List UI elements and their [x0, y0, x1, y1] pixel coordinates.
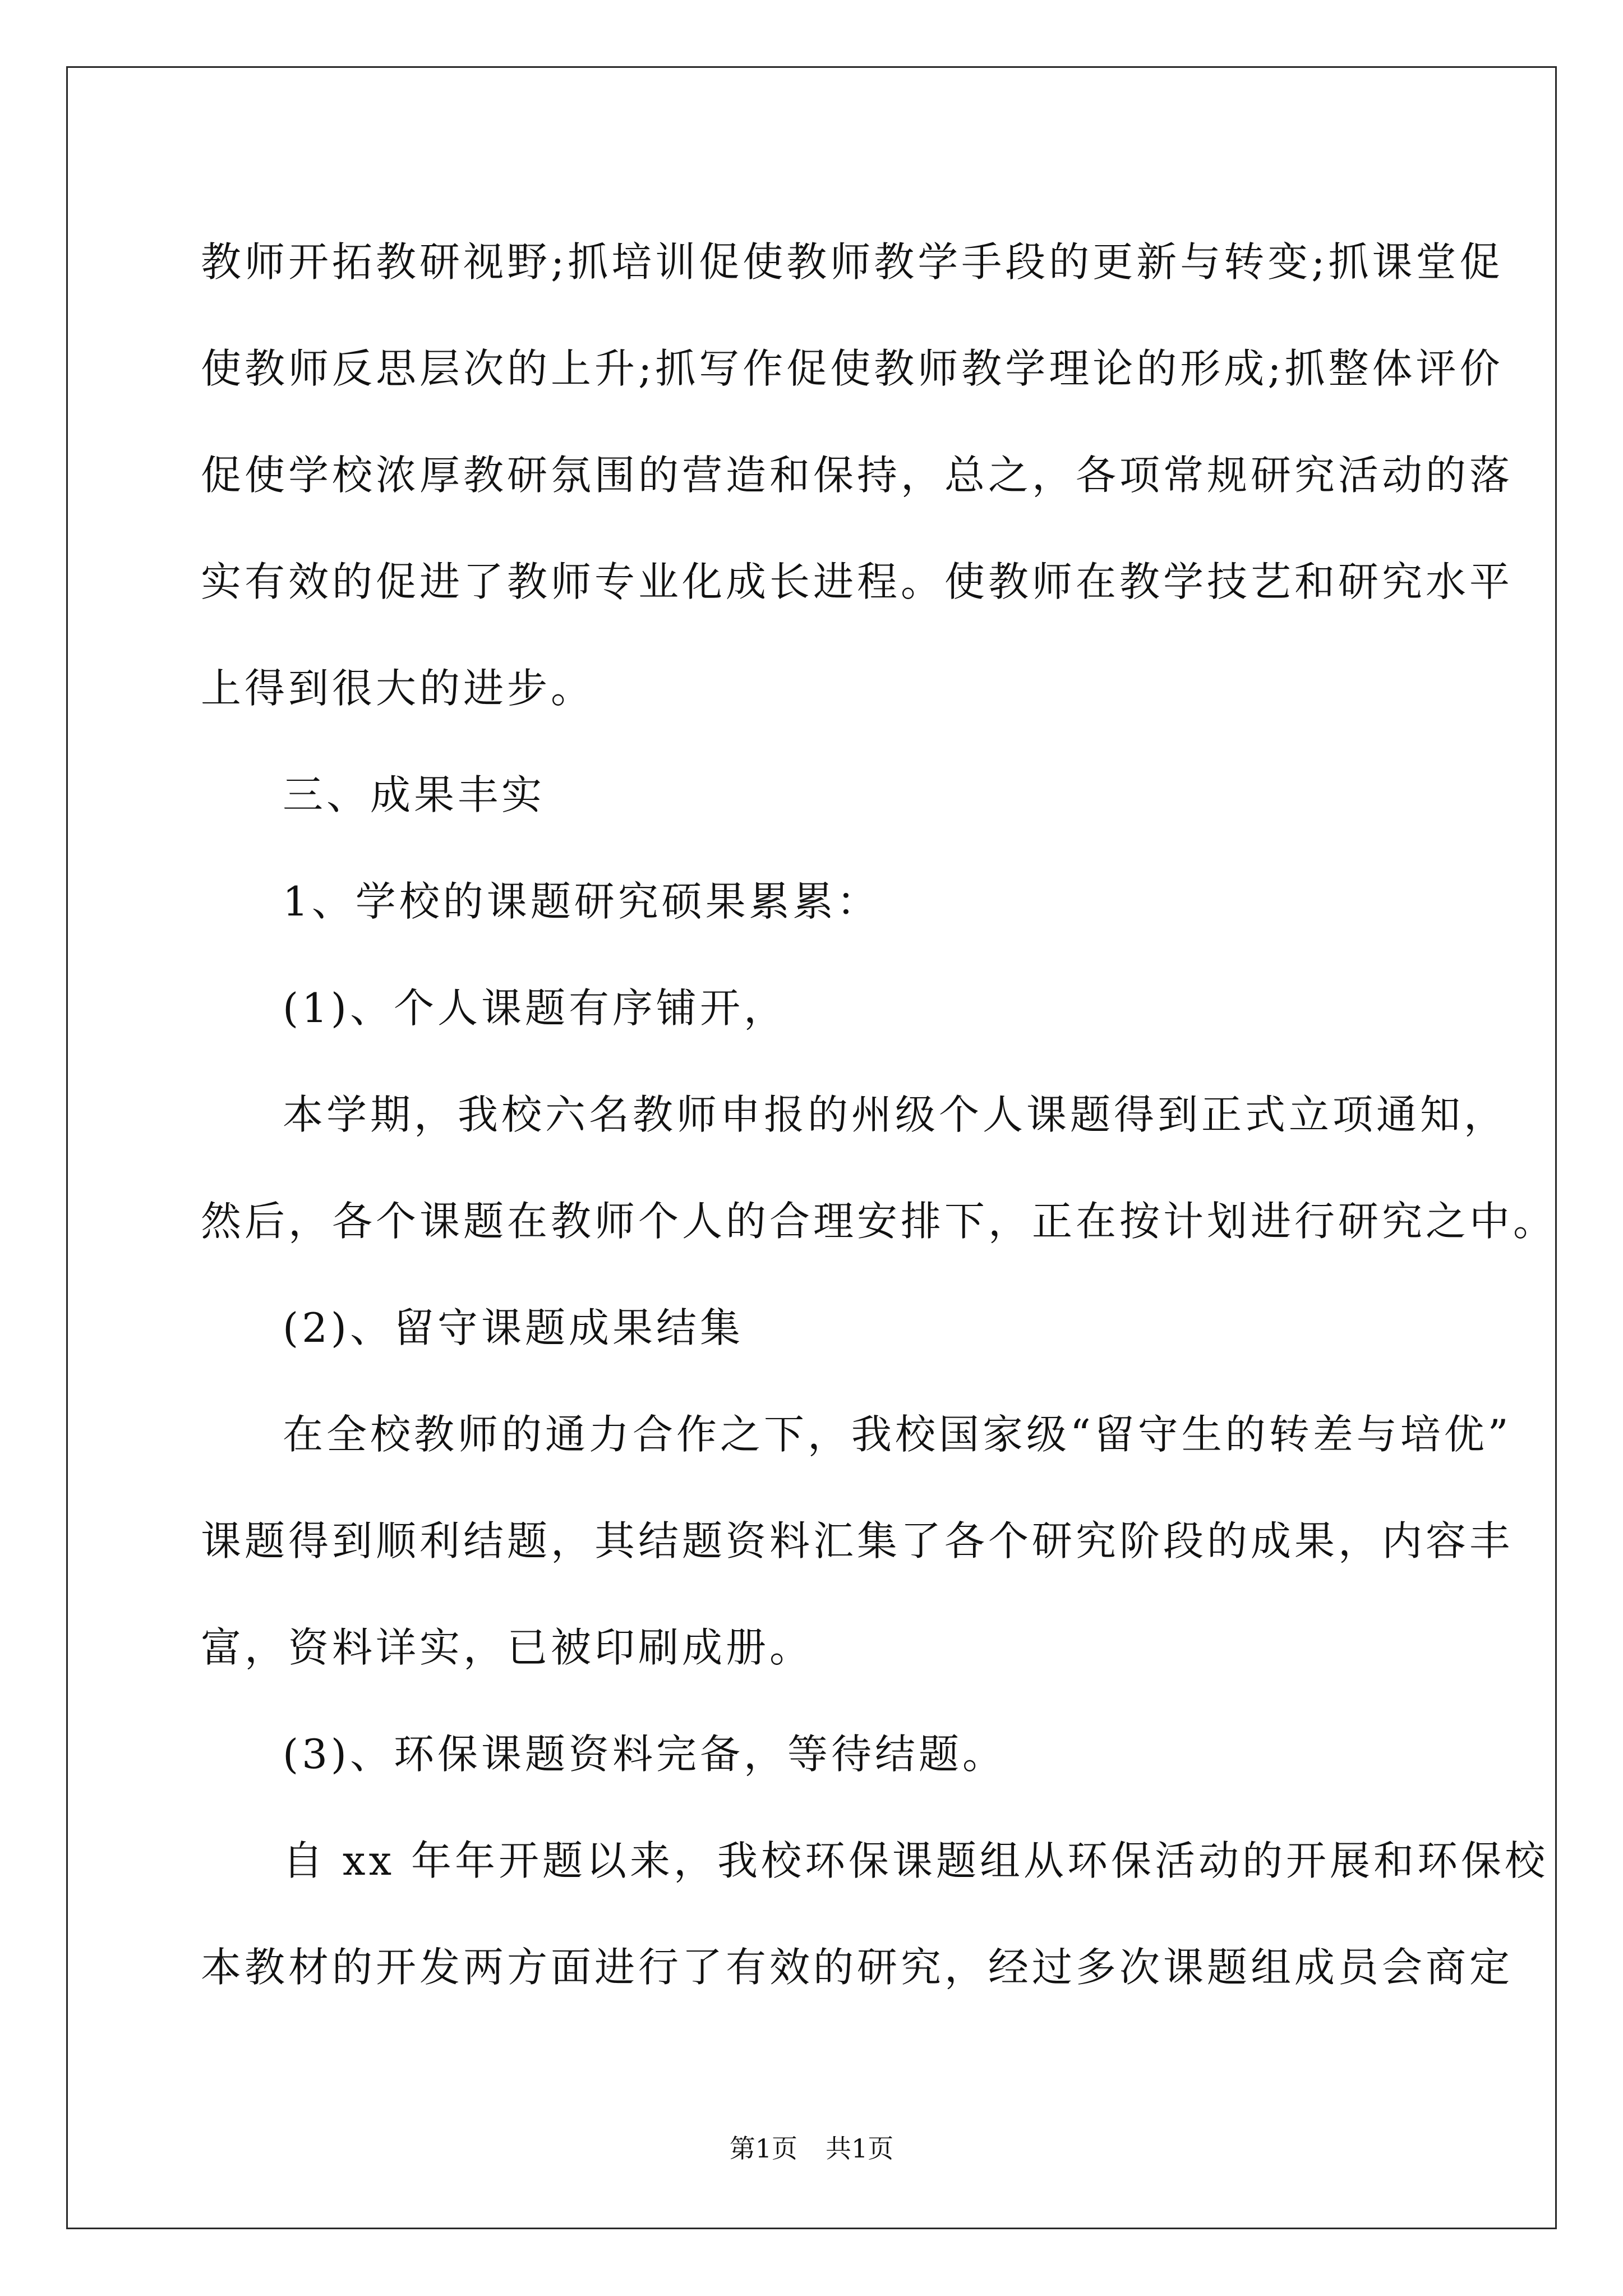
section-heading: 三、成果丰实: [283, 771, 546, 818]
text-line: 实有效的促进了教师专业化成长进程。使教师在教学技艺和研究水平: [201, 558, 1514, 605]
text-line: 自 xx 年年开题以来，我校环保课题组从环保活动的开展和环保校: [283, 1837, 1548, 1884]
text-line: 使教师反思层次的上升;抓写作促使教师教学理论的形成;抓整体评价: [201, 345, 1504, 392]
text-line: 本教材的开发两方面进行了有效的研究，经过多次课题组成员会商定: [201, 1944, 1514, 1991]
item-heading: (1)、个人课题有序铺开，: [283, 984, 787, 1032]
text-line: 教师开拓教研视野;抓培训促使教师教学手段的更新与转变;抓课堂促: [201, 238, 1504, 286]
page-total: 共1页: [826, 2133, 894, 2164]
text-line: 促使学校浓厚教研氛围的营造和保持，总之，各项常规研究活动的落: [201, 452, 1514, 499]
text-line: 富，资料详实，已被印刷成册。: [201, 1624, 814, 1671]
text-line: 在全校教师的通力合作之下，我校国家级“留守生的转差与培优”: [283, 1411, 1512, 1458]
item-heading: (2)、留守课题成果结集: [283, 1304, 744, 1351]
text-line: 本学期，我校六名教师申报的州级个人课题得到正式立项通知，: [283, 1091, 1508, 1138]
text-line: 上得到很大的进步。: [201, 665, 595, 712]
document-body: [201, 209, 1557, 2021]
page-footer: [0, 2132, 1623, 2165]
subsection-heading: 1、学校的课题研究硕果累累：: [283, 878, 880, 925]
text-line: 然后，各个课题在教师个人的合理安排下，正在按计划进行研究之中。: [201, 1198, 1557, 1245]
item-heading: (3)、环保课题资料完备，等待结题。: [283, 1731, 1006, 1778]
text-line: 课题得到顺利结题，其结题资料汇集了各个研究阶段的成果，内容丰: [201, 1517, 1514, 1565]
page-number: 第1页: [729, 2133, 797, 2164]
